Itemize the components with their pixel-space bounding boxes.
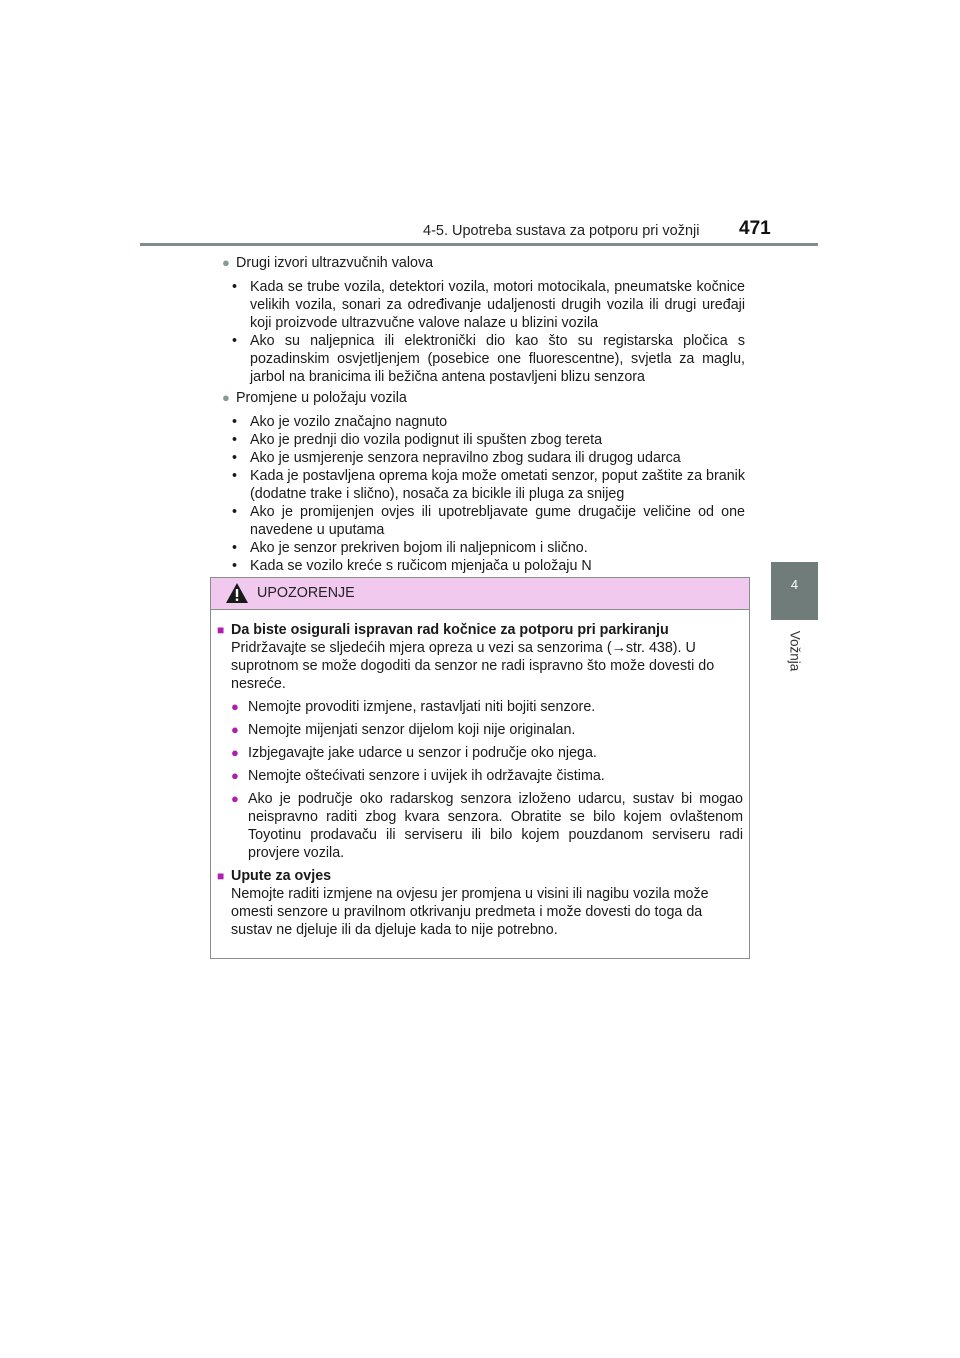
bullet-circle-icon: ●	[231, 791, 239, 806]
list-item-text: Kada je postavljena oprema koja može ometati senzor, poput zaštite za branik (dodatne trake i slično), nosača za bicikle ili pluga za snijeg	[250, 468, 745, 502]
warning-triangle-icon	[225, 582, 249, 604]
bullet-heading	[222, 254, 745, 272]
warning-list-item	[231, 790, 743, 862]
warning-list-item	[231, 744, 743, 762]
bullet-heading-text: Drugi izvori ultrazvučnih valova	[236, 255, 434, 271]
bullet-heading-text: Promjene u položaju vozila	[236, 390, 407, 406]
warning-paragraph: Nemojte raditi izmjene na ovjesu jer promjena u visini ili nagibu vozila može omesti senzore u pravilnom otkrivanju predmeta i može dovesti do toga da sustav ne djeluje ili da djeluje kada to nije potrebno.	[231, 886, 709, 938]
bullet-heading	[222, 389, 745, 407]
warning-list-item-text: Nemojte provoditi izmjene, rastavljati niti bojiti senzore.	[248, 699, 596, 715]
list-item: • Ako je promijenjen ovjes ili upotrebljavate gume drugačije veličine od one navedene u uputama	[232, 504, 745, 538]
list-item-text: Ako su naljepnica ili elektronički dio kao što su registarska pločica s pozadinskim osvjetljenjem (posebice one fluorescentne), svjetla za maglu, jarbol na branicima ili bežična antena postavljeni blizu senzora	[250, 333, 745, 385]
list-item-text: Ako je prednji dio vozila podignut ili spušten zbog tereta	[250, 432, 603, 448]
list-item: • Ako su naljepnica ili elektronički dio kao što su registarska pločica s pozadinskim osvjetljenjem (posebice one fluorescentne), svjetla za maglu, jarbol na branicima ili bežična antena postavljeni blizu senzora	[232, 333, 745, 385]
chapter-label	[760, 628, 830, 674]
chapter-tab-number: 4	[790, 577, 799, 592]
warning-list-item-text: Nemojte oštećivati senzore i uvijek ih održavajte čistima.	[248, 768, 605, 784]
list-item: • Ako je prednji dio vozila podignut ili spušten zbog tereta	[232, 431, 745, 449]
warning-list-item	[231, 698, 743, 716]
warning-header	[211, 578, 749, 610]
warning-box	[210, 577, 750, 959]
list-item-text: Ako je vozilo značajno nagnuto	[250, 414, 448, 430]
warning-list-item	[231, 767, 743, 785]
bullet-circle-icon: ●	[231, 768, 239, 783]
bullet-circle-icon: ●	[222, 255, 230, 270]
square-marker-icon: ■	[217, 623, 225, 637]
warning-section-heading-text: Da biste osigurali ispravan rad kočnice za potporu pri parkiranju	[231, 622, 669, 638]
bullet-circle-icon: ●	[231, 745, 239, 760]
list-item-text: Kada se trube vozila, detektori vozila, motori motocikala, pneumatske kočnice velikih vozila, sonari za određivanje udaljenosti drugih vozila ili drugi uređaji koji proizvode ultrazvučne valove nalaze u blizini vozila	[250, 279, 745, 331]
bullet-circle-icon: ●	[222, 390, 230, 405]
header-divider	[140, 243, 818, 246]
warning-section-heading-text: Upute za ovjes	[231, 868, 332, 884]
warning-section-heading	[217, 867, 743, 885]
list-item: • Ako je senzor prekriven bojom ili naljepnicom i slično.	[232, 539, 745, 557]
bullet-circle-icon: ●	[231, 699, 239, 714]
list-item: • Kada se vozilo kreće s ručicom mjenjača u položaju N	[232, 557, 745, 575]
list-item: • Ako je usmjerenje senzora nepravilno zbog sudara ili drugog udarca	[232, 449, 745, 467]
warning-list-item-text: Nemojte mijenjati senzor dijelom koji nije originalan.	[248, 722, 576, 738]
warning-title: UPOZORENJE	[257, 585, 355, 601]
page-number: 471	[739, 218, 771, 239]
list-item-text: Ako je usmjerenje senzora nepravilno zbog sudara ili drugog udarca	[250, 450, 681, 466]
warning-list-item-text: Izbjegavajte jake udarce u senzor i područje oko njega.	[248, 745, 597, 761]
warning-section-heading	[217, 621, 743, 639]
warning-list-item	[231, 721, 743, 739]
warning-list-item-text: Ako je područje oko radarskog senzora izloženo udarcu, sustav bi mogao neispravno raditi zbog kvara senzora. Obratite se bilo kojem ovlaštenom Toyotinu prodavaču ili serviseru ili bilo kojem pouzdanom serviseru radi provjere vozila.	[248, 791, 743, 861]
main-content	[222, 254, 745, 575]
list-item: • Kada je postavljena oprema koja može ometati senzor, poput zaštite za branik (dodatne trake i slično), nosača za bicikle ili pluga za snijeg	[232, 468, 745, 502]
list-item-text: Kada se vozilo kreće s ručicom mjenjača u položaju N	[250, 558, 592, 574]
bullet-circle-icon: ●	[231, 722, 239, 737]
warning-body	[217, 621, 743, 939]
list-item: • Ako je vozilo značajno nagnuto	[232, 413, 745, 431]
header-section-title: 4-5. Upotreba sustava za potporu pri vožnji	[423, 223, 700, 239]
square-marker-icon: ■	[217, 869, 225, 883]
warning-paragraph: Pridržavajte se sljedećih mjera opreza u vezi sa senzorima (→str. 438). U suprotnom se može dogoditi da senzor ne radi ispravno što može dovesti do nesreće.	[231, 640, 715, 692]
chapter-label-text: Vožnja	[787, 630, 803, 672]
list-item: • Kada se trube vozila, detektori vozila, motori motocikala, pneumatske kočnice velikih vozila, sonari za određivanje udaljenosti drugih vozila ili drugi uređaji koji proizvode ultrazvučne valove nalaze u blizini vozila	[232, 279, 745, 331]
list-item-text: Ako je senzor prekriven bojom ili naljepnicom i slično.	[250, 540, 588, 556]
list-item-text: Ako je promijenjen ovjes ili upotrebljavate gume drugačije veličine od one navedene u uputama	[250, 504, 745, 538]
